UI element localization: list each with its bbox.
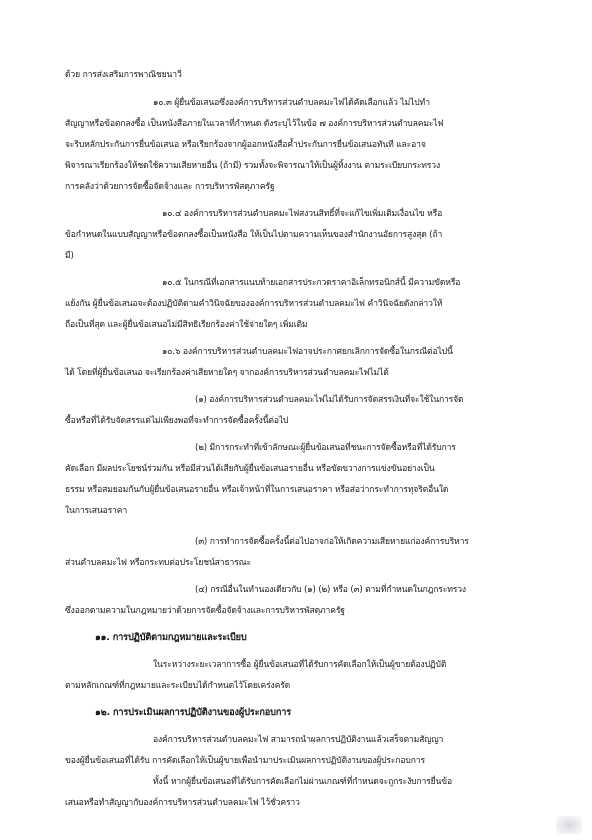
clause-10-4: ๑๐.๔ องค์การบริหารส่วนตำบลคมะไฟสงวนสิทธิ์ที่จะแก้ไขเพิ่มเติมเงื่อนไข หรือ bbox=[162, 209, 443, 219]
text-line: คัดเลือก มีผลประโยชน์ร่วมกัน หรือมีส่วนได้เสียกับผู้ยื่นข้อเสนอรายอื่น หรือขัดขวางการแข่งขันอย่างเป็น bbox=[65, 464, 435, 474]
text-line: ข้อกำหนดในแบบสัญญาหรือข้อตกลงซื้อเป็นหนังสือ ให้เป็นไปตามความเห็นของสำนักงานอัยการสูงสุด (ถ้า bbox=[65, 230, 443, 240]
section-heading-12: ๑๒. การประเมินผลการปฏิบัติงานของผู้ประกอบการ bbox=[95, 707, 292, 718]
text-line: ธรรม หรือสมยอมกันกับผู้ยื่นข้อเสนอรายอื่น หรือเจ้าหน้าที่ในการเสนอราคา หรือส่อว่ากระทำการทุจริตอื่นใด bbox=[65, 485, 449, 495]
text-line: แย้งกัน ผู้ยื่นข้อเสนอจะต้องปฏิบัติตามคำวินิจฉัยขององค์การบริหารส่วนตำบลคมะไฟ คำวินิจฉัยดังกล่าวให้ bbox=[65, 299, 443, 309]
text-line: ซื้อหรือที่ได้รับจัดสรรแต่ไม่เพียงพอที่จะทำการจัดซื้อครั้งนี้ต่อไป bbox=[65, 416, 289, 426]
text-line: ซึ่งออกตามความในกฎหมายว่าด้วยการจัดซื้อจัดจ้างและการบริหารพัสดุภาครัฐ bbox=[65, 606, 345, 616]
text-line: เสนอหรือทำสัญญากับองค์การบริหารส่วนตำบลคมะไฟ ไว้ชั่วคราว bbox=[65, 798, 300, 808]
text-line: ของผู้ยื่นข้อเสนอที่ได้รับ การคัดเลือกให้เป็นผู้ขายเพื่อนำมาประเมินผลการปฏิบัติงานของผู้ประกอบการ bbox=[65, 756, 425, 766]
text-line: องค์การบริหารส่วนตำบลคมะไฟ สามารถนำผลการปฏิบัติงานแล้วเสร็จตามสัญญา bbox=[153, 735, 444, 745]
sub-item-1: (๑) องค์การบริหารส่วนตำบลคมะไฟไม่ได้รับการจัดสรรเงินที่จะใช้ในการจัด bbox=[195, 395, 464, 405]
sub-item-3: (๓) การทำการจัดซื้อครั้งนี้ต่อไปอาจก่อให้เกิดความเสียหายแก่องค์การบริหาร bbox=[195, 537, 469, 547]
text-line: จะริบหลักประกันการยื่นข้อเสนอ หรือเรียกร้องจากผู้ออกหนังสือค้ำประกันการยื่นข้อเสนอทันที และอาจ bbox=[65, 140, 426, 150]
section-heading-11: ๑๑. การปฏิบัติตามกฎหมายและระเบียบ bbox=[95, 632, 247, 643]
text-line: สัญญาหรือข้อตกลงซื้อ เป็นหนังสือภายในเวลาที่กำหนด ดังระบุไว้ในข้อ ๗ องค์การบริหารส่วนตำบลคมะไฟ bbox=[65, 119, 444, 129]
text-line: พิจารณาเรียกร้องให้ชดใช้ความเสียหายอื่น (ถ้ามี) รวมทั้งจะพิจารณาให้เป็นผู้ทิ้งงาน ตามระเบียบกระทรวง bbox=[65, 161, 440, 171]
sub-item-4: (๔) กรณีอื่นในทำนองเดียวกับ (๑) (๒) หรือ (๓) ตามที่กำหนดในกฎกระทรวง bbox=[195, 585, 466, 595]
text-line: ในระหว่างระยะเวลาการซื้อ ผู้ยื่นข้อเสนอที่ได้รับการคัดเลือกให้เป็นผู้ขายต้องปฏิบัติ bbox=[153, 660, 447, 670]
corner-stamp-mark bbox=[556, 816, 582, 834]
text-line: ทั้งนี้ หากผู้ยื่นข้อเสนอที่ได้รับการคัดเลือกไม่ผ่านเกณฑ์ที่กำหนดจะถูกระงับการยื่นข้อ bbox=[153, 777, 453, 787]
text-line: มี) bbox=[65, 251, 74, 261]
text-line: การคลังว่าด้วยการจัดซื้อจัดจ้างและ การบริหารพัสดุภาครัฐ bbox=[65, 182, 275, 192]
text-line: ตามหลักเกณฑ์ที่กฎหมายและระเบียบได้กำหนดไว้โดยเคร่งครัด bbox=[65, 681, 291, 691]
text-line: ในการเสนอราคา bbox=[65, 506, 127, 516]
text-line: ถือเป็นที่สุด และผู้ยื่นข้อเสนอไม่มีสิทธิเรียกร้องค่าใช้จ่ายใดๆ เพิ่มเติม bbox=[65, 320, 308, 330]
text-line: ได้ โดยที่ผู้ยื่นข้อเสนอ จะเรียกร้องค่าเสียหายใดๆ จากองค์การบริหารส่วนตำบลคมะไฟไม่ได้ bbox=[65, 368, 389, 378]
sub-item-2: (๒) มีการกระทำที่เข้าลักษณะผู้ยื่นข้อเสนอที่ชนะการจัดซื้อหรือที่ได้รับการ bbox=[195, 443, 456, 453]
clause-10-6: ๑๐.๖ องค์การบริหารส่วนตำบลคมะไฟอาจประกาศยกเลิกการจัดซื้อในกรณีต่อไปนี้ bbox=[162, 347, 453, 357]
text-line: ด้วย การส่งเสริมการพาณิชยนาวี bbox=[65, 70, 182, 80]
clause-10-5: ๑๐.๕ ในกรณีที่เอกสารแนบท้ายเอกสารประกวดราคาอิเล็กทรอนิกส์นี้ มีความขัดหรือ bbox=[162, 278, 461, 288]
text-line: ส่วนตำบลคมะไฟ หรือกระทบต่อประโยชน์สาธารณะ bbox=[65, 558, 251, 568]
clause-10-3: ๑๐.๓ ผู้ยื่นข้อเสนอซึ่งองค์การบริหารส่วนตำบลคมะไฟได้คัดเลือกแล้ว ไม่ไปทำ bbox=[153, 98, 430, 108]
